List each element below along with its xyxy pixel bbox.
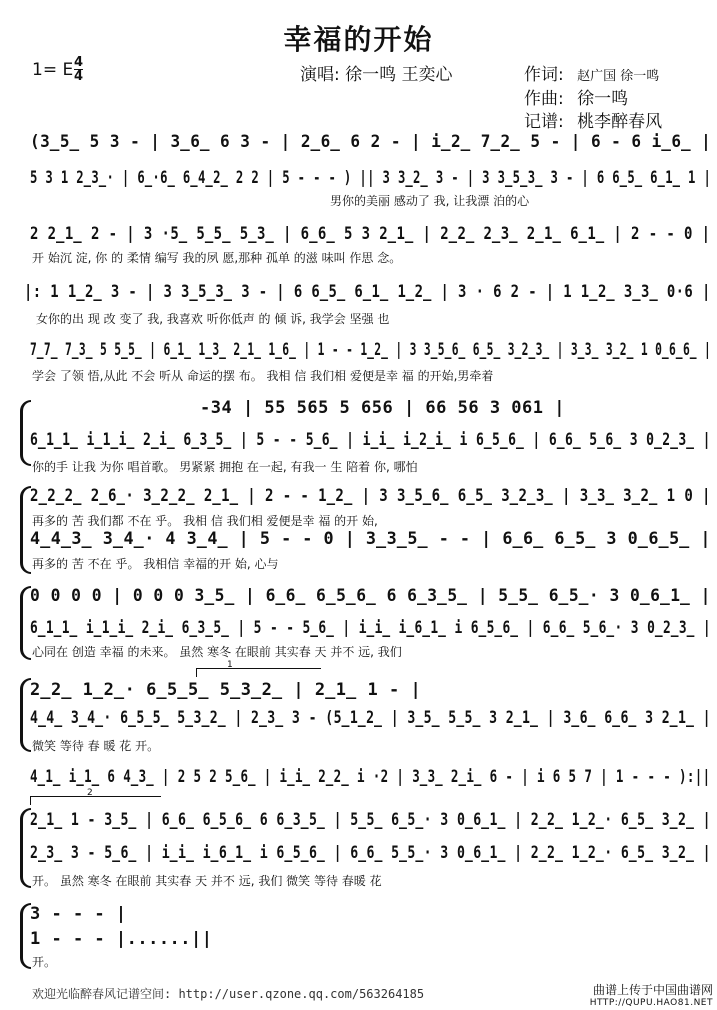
footer-note: 欢迎光临醉春风记谱空间: http://user.qzone.qq.com/563264185 — [32, 987, 425, 1001]
notation-row: 2 2̲1̲ 2 - | 3 ·5̲ 5̲5̲ 5̲3̲ | 6̲6̲ 5 3 2̲1̲ | 2̲2̲ 2̲3̲ 2̲1̲ 6̲1̲ | 2 - - 0 | — [30, 224, 711, 244]
time-signature-bottom: 4 — [74, 69, 84, 84]
lyric-row: 男你的美丽 感动了 我, 让我漂 泊的心 — [330, 194, 530, 208]
lyric-row: 开。 — [32, 955, 57, 969]
notation-row: 5 3 1 2̲3̲· | 6̲·6̲ 6̲4̲2̲ 2 2 | 5 - - - ) || 3 3̲2̲ 3 - | 3 3̲5̲3̲ 3 - | 6 6̲5̲ 6̲1̲ 1 | — [30, 168, 712, 188]
watermark-url: HTTP://QUPU.HAO81.NET — [589, 998, 713, 1008]
notation-row: 4̲4̲ 3̲4̲· 6̲5̲5̲ 5̲3̲2̲ | 2̲3̲ 3 - (5̲1̲2̲ | 3̲5̲ 5̲5̲ 3 2̲1̲ | 3̲6̲ 6̲6̲ 3 2̲1̲ | — [30, 708, 711, 728]
first-ending-number: 1 — [227, 660, 233, 670]
composer-label: 作曲: — [524, 89, 564, 109]
notation-row: -34 | 55 565 5 656 | 66 56 3 061 | — [200, 398, 565, 418]
transcriber-name: 桃李醉春风 — [577, 112, 663, 132]
lyricist-label: 作词: — [524, 65, 564, 85]
notation-row: (3̲5̲ 5 3 - | 3̲6̲ 6 3 - | 2̲6̲ 6 2 - | i̲2̲ 7̲2̲ 5 - | 6 - 6 i̲6̲ | — [30, 132, 712, 152]
watermark-text: 曲谱上传于中国曲谱网 — [592, 983, 713, 997]
notation-row: 0 0 0 0 | 0 0 0 3̲5̲ | 6̲6̲ 6̲5̲6̲ 6 6̲3̲5̲ | 5̲5̲ 6̲5̲· 3 0̲6̲1̲ | — [30, 586, 711, 606]
lyric-row: 学会 了领 悟,从此 不会 听从 命运的摆 布。 我相 信 我们相 爱便是幸 福 的开始,男牵着 — [32, 369, 494, 383]
lyric-row: 再多的 苦 我们都 不在 乎。 我相 信 我们相 爱便是幸 福 的开 始, — [32, 514, 378, 528]
time-signature-top: 4 — [74, 55, 84, 70]
lyric-row: 再多的 苦 不在 乎。 我相信 幸福的开 始, 心与 — [32, 557, 279, 571]
notation-row: 4̲1̲ i̲1̲ 6 4̲3̲ | 2 5 2 5̲6̲ | i̲i̲ 2̲2̲ i ·2 | 3̲3̲ 2̲i̲ 6 - | i 6 5 7 | 1 - - - ):|| — [30, 767, 711, 787]
notation-row: 1 - - - |......|| — [30, 929, 213, 949]
lyric-row: 你的手 让我 为你 唱首歌。 男紧紧 拥抱 在一起, 有我一 生 陪着 你, 哪怕 — [32, 460, 418, 474]
notation-row: 2̲2̲2̲ 2̲6̲· 3̲2̲2̲ 2̲1̲ | 2 - - 1̲2̲ | 3 3̲5̲6̲ 6̲5̲ 3̲2̲3̲ | 3̲3̲ 3̲2̲ 1 0 | — [30, 486, 711, 506]
lyric-row: 微笑 等待 春 暖 花 开。 — [32, 739, 160, 753]
lyricist-names: 赵广国 徐一鸣 — [577, 69, 660, 84]
notation-row: 6̲1̲1̲ i̲1̲i̲ 2̲i̲ 6̲3̲5̲ | 5 - - 5̲6̲ | i̲i̲ i̲6̲1̲ i 6̲5̲6̲ | 6̲6̲ 5̲6̲· 3 0̲2̲3̲ | — [30, 618, 712, 638]
second-ending-number: 2 — [87, 788, 93, 798]
time-signature — [74, 56, 83, 83]
notation-row: 3 - - - | — [30, 904, 127, 924]
singers-credit: 演唱: 徐一鸣 王奕心 — [300, 65, 453, 85]
lyric-row: 开 始沉 淀, 你 的 柔情 编写 我的夙 愿,那种 孤单 的滋 味叫 作思 念。 — [32, 251, 402, 265]
first-ending-bracket — [196, 660, 321, 677]
notation-row: 6̲1̲1̲ i̲1̲i̲ 2̲i̲ 6̲3̲5̲ | 5 - - 5̲6̲ | i̲i̲ i̲2̲i̲ i 6̲5̲6̲ | 6̲6̲ 5̲6̲ 3 0̲2̲3̲ | — [30, 430, 711, 450]
notation-row: 4̲4̲3̲ 3̲4̲· 4 3̲4̲ | 5 - - 0 | 3̲3̲5̲ - - | 6̲6̲ 6̲5̲ 3 0̲6̲5̲ | — [30, 529, 712, 549]
composer-credit — [524, 84, 628, 109]
notation-row: 2̲3̲ 3 - 5̲6̲ | i̲i̲ i̲6̲1̲ i 6̲5̲6̲ | 6̲6̲ 5̲5̲· 3 0̲6̲1̲ | 2̲2̲ 1̲2̲· 6̲5̲ 3̲2̲ | — [30, 843, 711, 863]
notation-row: 7̲7̲ 7̲3̲ 5 5̲5̲ | 6̲1̲ 1̲3̲ 2̲1̲ 1̲6̲ | 1 - - 1̲2̲ | 3 3̲5̲6̲ 6̲5̲ 3̲2̲3̲ | 3̲3̲ 3̲2̲ 1 0̲6̲6̲ | — [30, 340, 712, 360]
second-ending-bracket — [30, 788, 161, 805]
notation-row: 2̲1̲ 1 - 3̲5̲ | 6̲6̲ 6̲5̲6̲ 6 6̲3̲5̲ | 5̲5̲ 6̲5̲· 3 0̲6̲1̲ | 2̲2̲ 1̲2̲· 6̲5̲ 3̲2̲ | — [30, 810, 711, 830]
lyric-row: 心同在 创造 幸福 的未来。 虽然 寒冬 在眼前 其实春 天 并不 远, 我们 — [32, 645, 402, 659]
notation-row: |: 1 1̲2̲ 3 - | 3 3̲5̲3̲ 3 - | 6 6̲5̲ 6̲1̲ 1̲2̲ | 3 · 6 2 - | 1 1̲2̲ 3̲3̲ 0·6 | — [24, 282, 711, 302]
composer-name: 徐一鸣 — [577, 89, 629, 109]
watermark — [590, 984, 713, 1010]
transcriber-credit — [524, 107, 662, 132]
song-title: 幸福的开始 — [283, 23, 434, 56]
notation-row: 2̲2̲ 1̲2̲· 6̲5̲5̲ 5̲3̲2̲ | 2̲1̲ 1 - | — [30, 680, 422, 700]
lyric-row: 女你的出 现 改 变了 我, 我喜欢 听你低声 的 倾 诉, 我学会 坚强 也 — [36, 312, 390, 326]
key-signature: 1= E — [32, 60, 74, 80]
lyricist-credit — [524, 60, 659, 85]
transcriber-label: 记谱: — [524, 112, 564, 132]
lyric-row: 开。 虽然 寒冬 在眼前 其实春 天 并不 远, 我们 微笑 等待 春暖 花 — [32, 874, 382, 888]
